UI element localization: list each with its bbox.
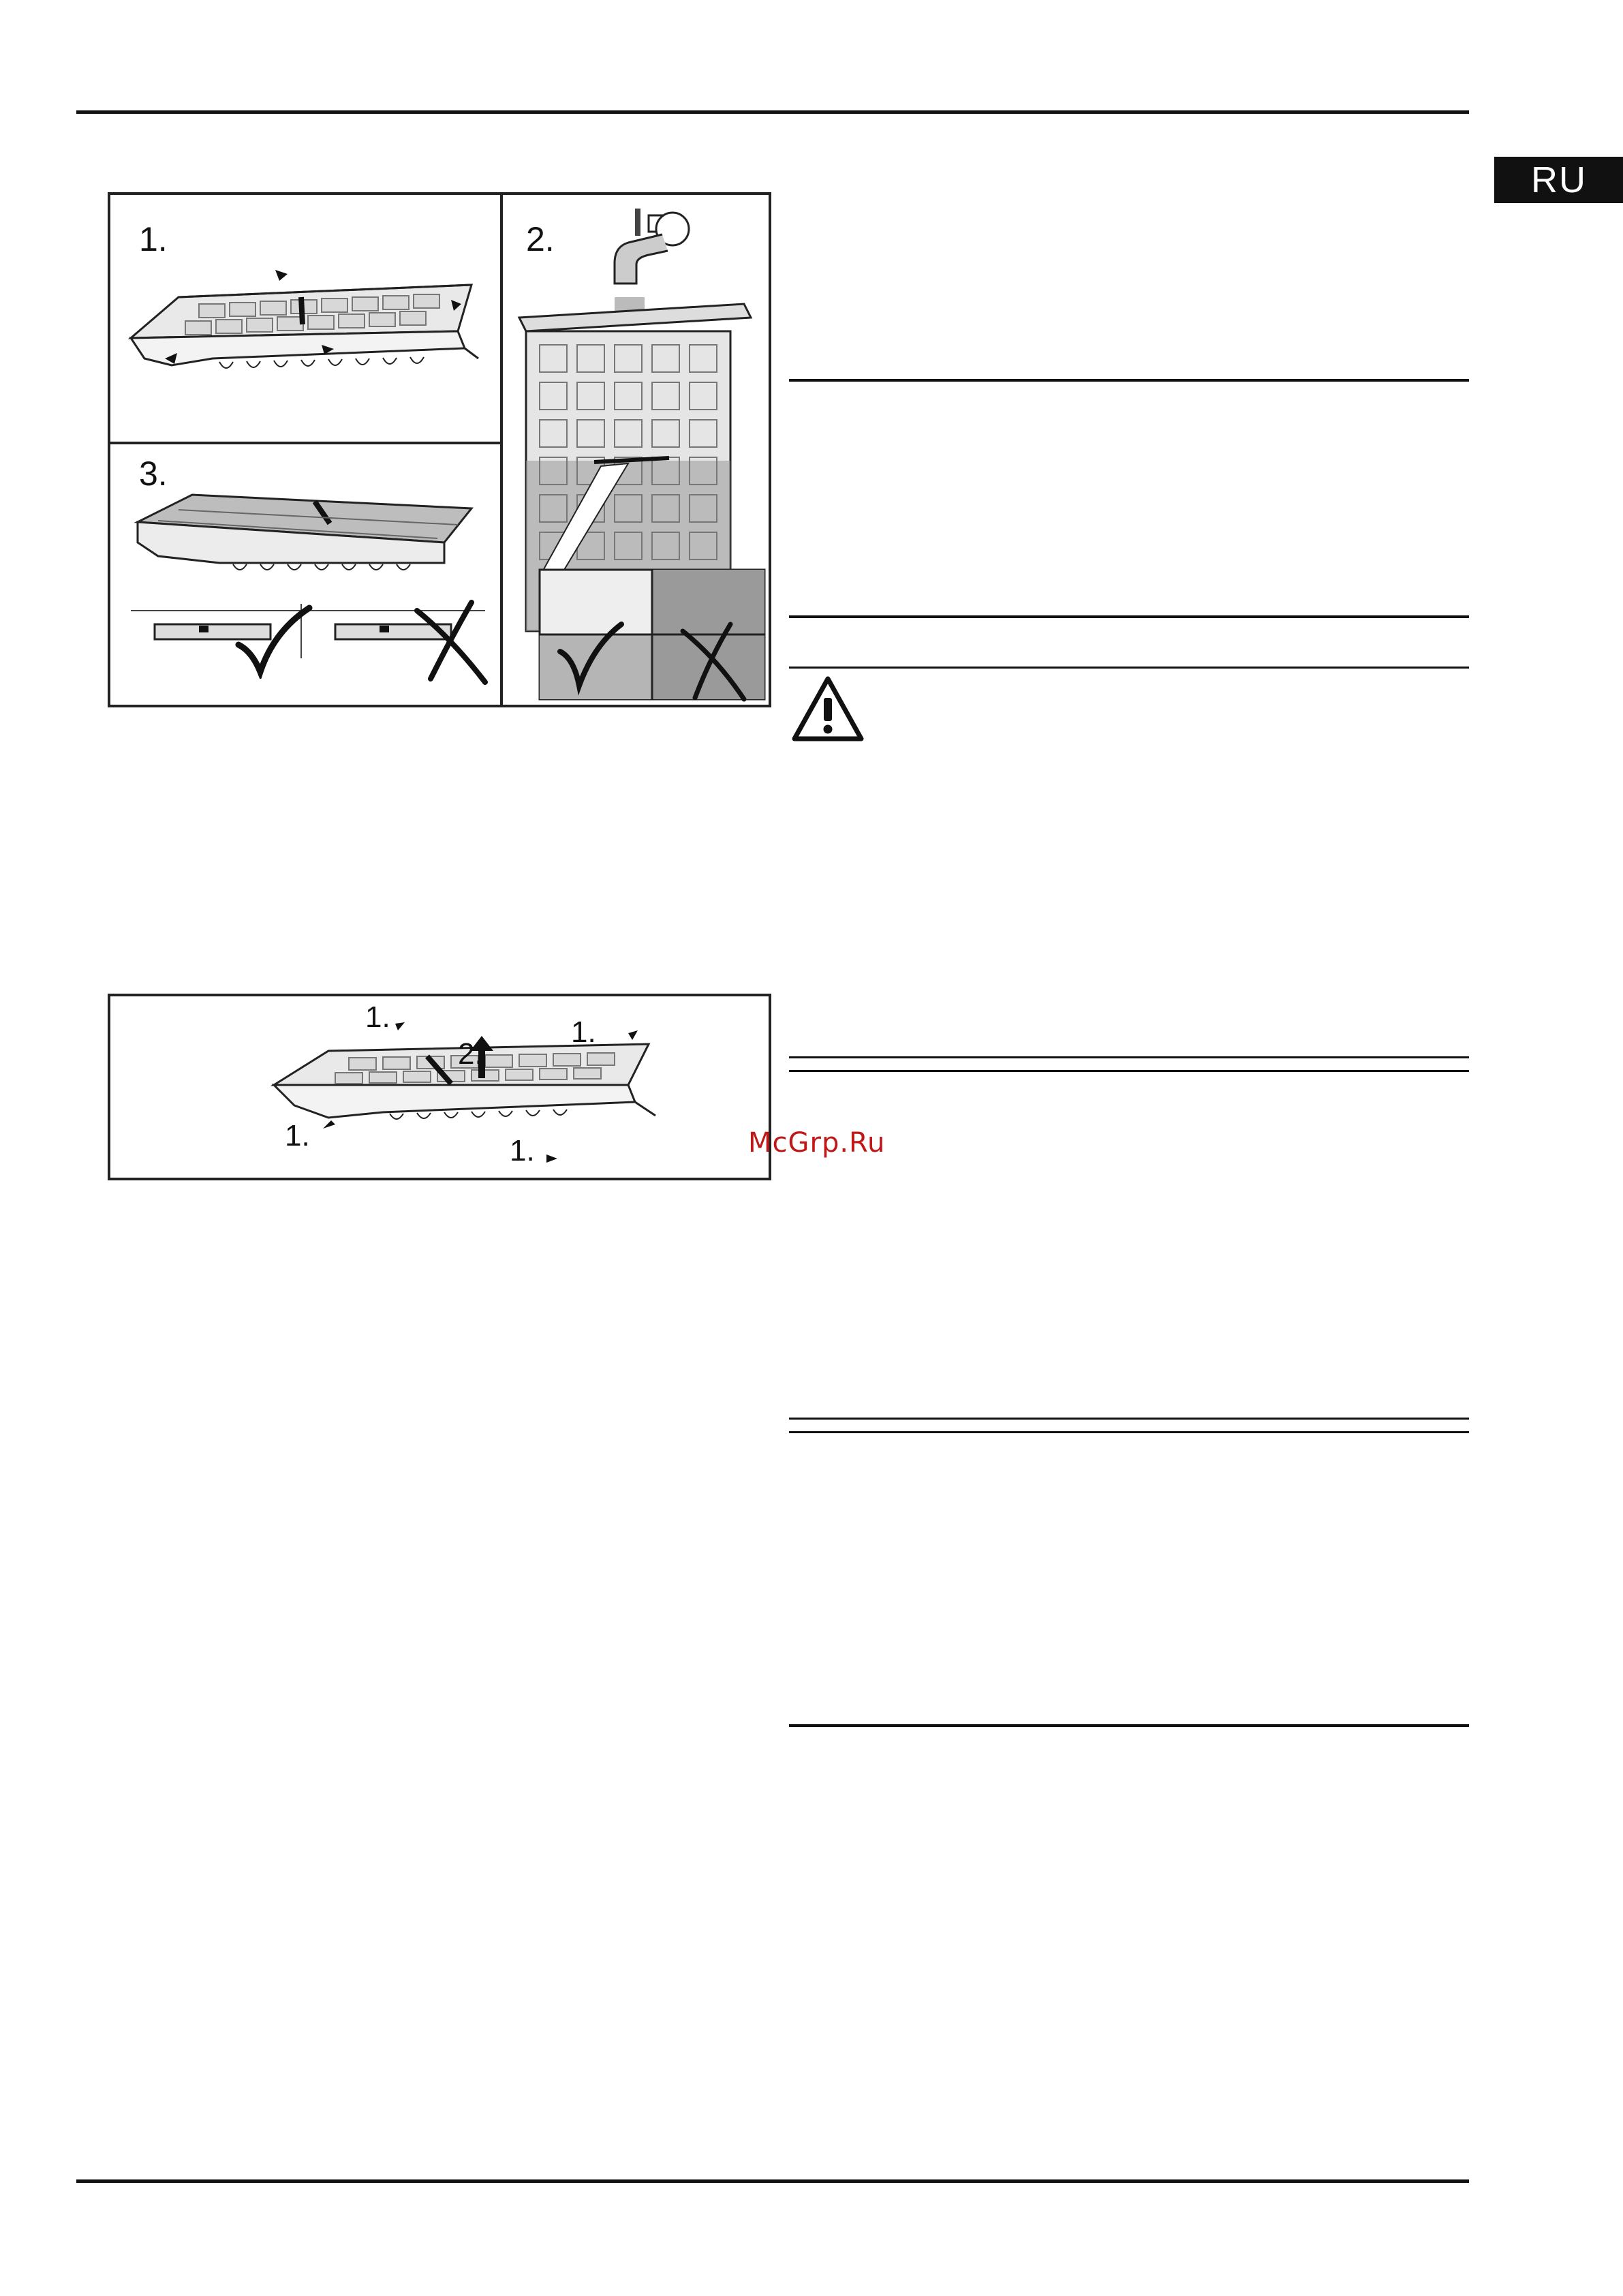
filter-tray-illustration-1 [117, 222, 499, 440]
removal-label-bottom-left: 1. [285, 1119, 310, 1152]
filter-rinse-illustration [512, 297, 766, 705]
cross-icon [410, 597, 492, 686]
section-rule-5a [789, 1418, 1469, 1420]
water-tap-icon [587, 202, 696, 311]
watermark-text: McGrp.Ru [748, 1127, 886, 1159]
removal-label-bottom-right: 1. [510, 1134, 535, 1167]
removal-label-top-right: 1. [571, 1015, 596, 1049]
section-rule-6 [789, 1724, 1469, 1727]
section-rule-1 [789, 379, 1469, 382]
removal-label-center: 2. [458, 1037, 483, 1071]
filter-removal-figure [108, 994, 771, 1180]
header-rule [76, 110, 1469, 114]
section-rule-4a [789, 1056, 1469, 1058]
warning-triangle-icon [790, 675, 865, 743]
filter-tray-illustration-removal [247, 1003, 737, 1174]
removal-label-top-left: 1. [365, 1000, 390, 1034]
step-label-1: 1. [139, 220, 168, 258]
filter-installation-figure [108, 192, 771, 707]
figure-divider-horizontal [110, 442, 500, 444]
section-rule-2 [789, 615, 1469, 618]
section-rule-3 [789, 667, 1469, 669]
section-rule-5b [789, 1431, 1469, 1433]
checkmark-icon [233, 604, 315, 679]
language-badge: RU [1494, 157, 1623, 203]
figure-divider-vertical [500, 195, 503, 705]
step-label-2: 2. [526, 220, 555, 258]
footer-rule [76, 2179, 1469, 2183]
step-label-3: 3. [139, 455, 168, 493]
section-rule-4b [789, 1070, 1469, 1072]
